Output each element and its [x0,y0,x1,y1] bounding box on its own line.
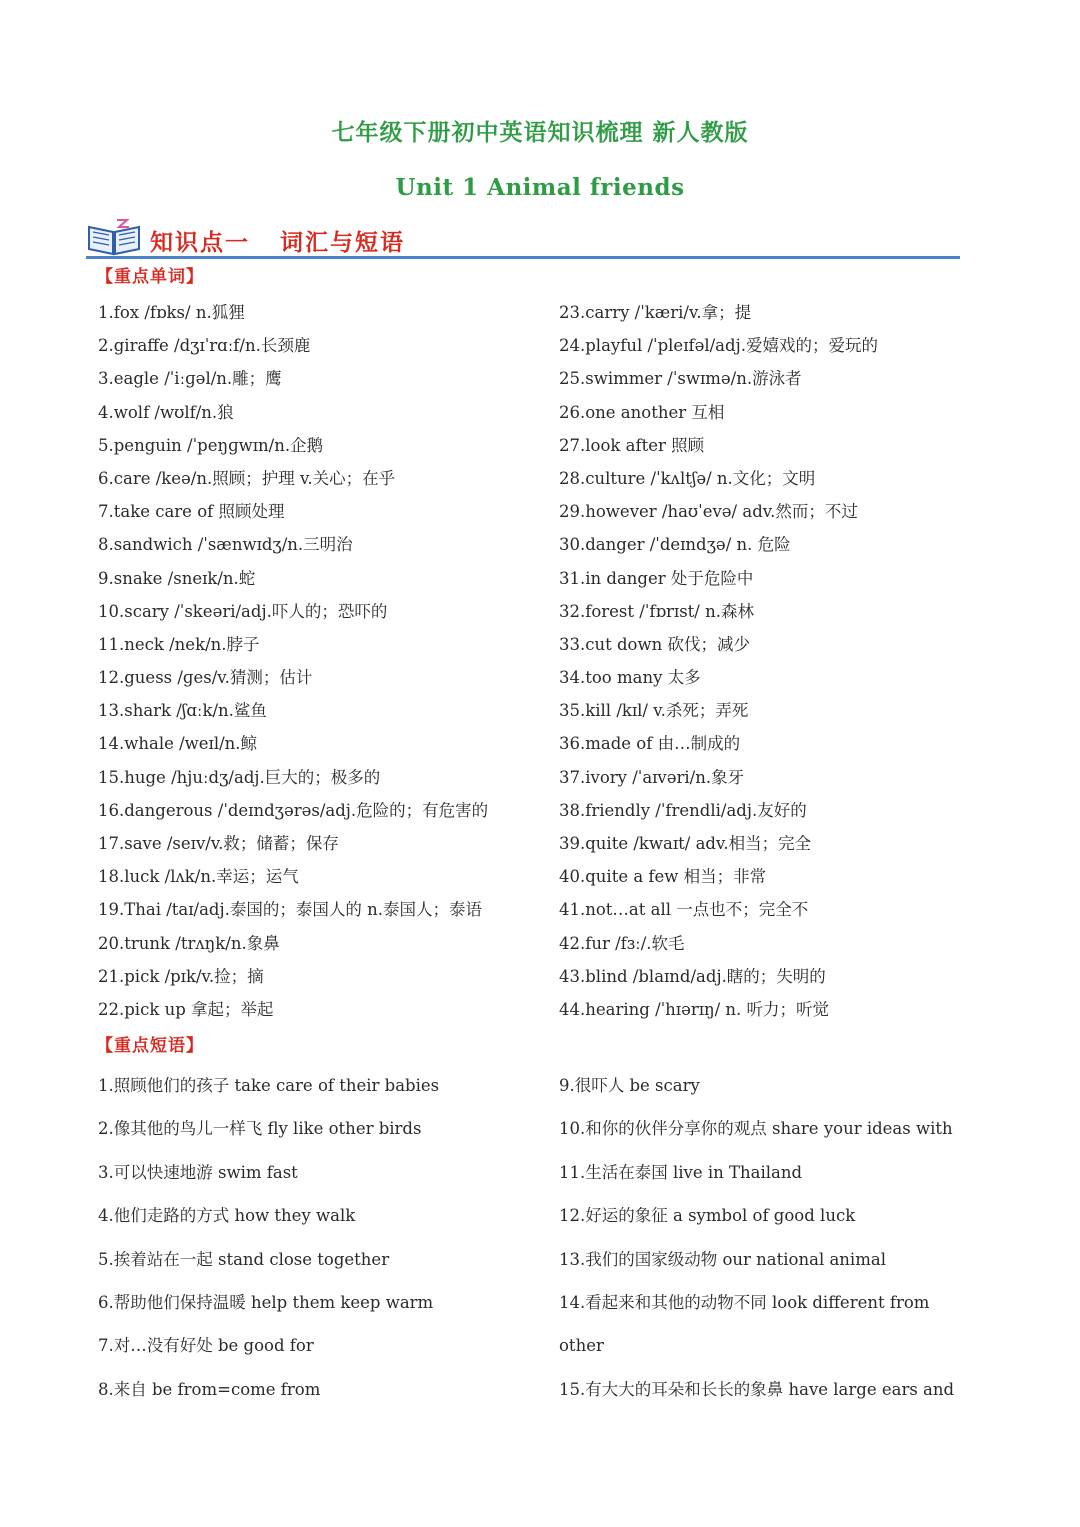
word-item: 8.sandwich /ˈsænwɪdʒ/n.三明治 [98,535,353,555]
phrase-item: 12.好运的象征 a symbol of good luck [559,1206,856,1226]
word-item: 34.too many 太多 [559,668,701,688]
word-item: 1.fox /fɒks/ n.狐狸 [98,303,245,322]
word-item: 41.not…at all 一点也不；完全不 [559,900,809,920]
word-item: 39.quite /kwaɪt/ adv.相当；完全 [559,834,812,853]
phrase-item: 1.照顾他们的孩子 take care of their babies [98,1076,440,1095]
section-divider [86,256,960,259]
word-item: 14.whale /weɪl/n.鲸 [98,734,258,754]
word-item: 28.culture /ˈkʌltʃə/ n.文化；文明 [559,468,816,488]
word-item: 32.forest /ˈfɒrɪst/ n.森林 [559,601,754,621]
phrase-item: 11.生活在泰国 live in Thailand [559,1162,803,1182]
phrase-item: other [559,1336,604,1356]
phrase-item: 6.帮助他们保持温暖 help them keep warm [98,1292,434,1312]
word-item: 20.trunk /trʌŋk/n.象鼻 [98,933,280,953]
word-item: 43.blind /blaɪnd/adj.瞎的；失明的 [559,966,826,986]
word-item: 29.however /haʊˈevə/ adv.然而；不过 [559,502,858,522]
phrase-item: 8.来自 be from=come from [98,1379,321,1399]
key-words-right-column [559,302,999,1032]
word-item: 7.take care of 照顾处理 [98,502,285,522]
word-item: 18.luck /lʌk/n.幸运；运气 [98,867,299,887]
word-item: 37.ivory /ˈaɪvəri/n.象牙 [559,767,745,787]
word-item: 4.wolf /wʊlf/n.狼 [98,402,234,422]
phrase-item: 14.看起来和其他的动物不同 look different from [559,1292,930,1312]
word-item: 35.kill /kɪl/ v.杀死；弄死 [559,701,749,721]
word-item: 12.guess /ɡes/v.猜测；估计 [98,668,313,688]
word-item: 31.in danger 处于危险中 [559,568,754,588]
key-words-heading: 【重点单词】 [96,267,204,287]
word-item: 27.look after 照顾 [559,435,705,455]
word-item: 30.danger /ˈdeɪndʒə/ n. 危险 [559,535,791,555]
word-item: 11.neck /nek/n.脖子 [98,634,260,654]
key-phrases-heading: 【重点短语】 [96,1036,204,1056]
word-item: 15.huge /hjuːdʒ/adj.巨大的；极多的 [98,767,381,787]
word-item: 22.pick up 拿起；举起 [98,999,274,1019]
open-book-icon [86,218,142,256]
word-item: 16.dangerous /ˈdeɪndʒərəs/adj.危险的；有危害的 [98,800,489,820]
key-phrases-right-column [559,1075,999,1422]
key-phrases-left-column [98,1075,548,1422]
word-item: 6.care /keə/n.照顾；护理 v.关心；在乎 [98,468,396,488]
word-item: 36.made of 由…制成的 [559,734,741,754]
word-item: 38.friendly /ˈfrendli/adj.友好的 [559,800,807,820]
phrase-item: 2.像其他的鸟儿一样飞 fly like other birds [98,1119,422,1139]
section-title: 知识点一 词汇与短语 [150,229,406,256]
word-item: 26.one another 互相 [559,402,725,422]
word-item: 25.swimmer /ˈswɪmə/n.游泳者 [559,369,802,389]
word-item: 2.giraffe /dʒɪˈrɑːf/n.长颈鹿 [98,336,311,356]
word-item: 44.hearing /ˈhɪərɪŋ/ n. 听力；听觉 [559,999,830,1019]
key-words-left-column [98,302,548,1032]
word-item: 19.Thai /taɪ/adj.泰国的；泰国人的 n.泰国人；泰语 [98,900,482,920]
phrase-item: 13.我们的国家级动物 our national animal [559,1249,886,1269]
word-item: 17.save /seɪv/v.救；储蓄；保存 [98,834,339,853]
phrase-item: 10.和你的伙伴分享你的观点 share your ideas with [559,1119,953,1139]
word-item: 5.penguin /ˈpeŋɡwɪn/n.企鹅 [98,435,324,455]
phrase-item: 15.有大大的耳朵和长长的象鼻 have large ears and [559,1379,955,1399]
word-item: 33.cut down 砍伐；减少 [559,634,750,654]
document-title: 七年级下册初中英语知识梳理 新人教版 [331,119,749,146]
word-item: 3.eagle /ˈiːɡəl/n.雕；鹰 [98,369,282,389]
section-header [86,216,960,260]
phrase-item: 4.他们走路的方式 how they walk [98,1206,356,1226]
phrase-item: 5.挨着站在一起 stand close together [98,1249,390,1269]
word-item: 9.snake /sneɪk/n.蛇 [98,568,256,588]
word-item: 21.pick /pɪk/v.捡；摘 [98,966,264,986]
word-item: 23.carry /ˈkæri/v.拿；提 [559,303,752,322]
word-item: 24.playful /ˈpleɪfəl/adj.爱嬉戏的；爱玩的 [559,336,878,356]
word-item: 13.shark /ʃɑːk/n.鲨鱼 [98,701,267,721]
phrase-item: 7.对…没有好处 be good for [98,1336,314,1356]
word-item: 40.quite a few 相当；非常 [559,867,767,887]
phrase-item: 3.可以快速地游 swim fast [98,1162,298,1182]
word-item: 10.scary /ˈskeəri/adj.吓人的；恐吓的 [98,601,388,621]
word-item: 42.fur /fɜː/.软毛 [559,933,685,953]
unit-title: Unit 1 Animal friends [395,174,685,201]
phrase-item: 9.很吓人 be scary [559,1076,700,1095]
